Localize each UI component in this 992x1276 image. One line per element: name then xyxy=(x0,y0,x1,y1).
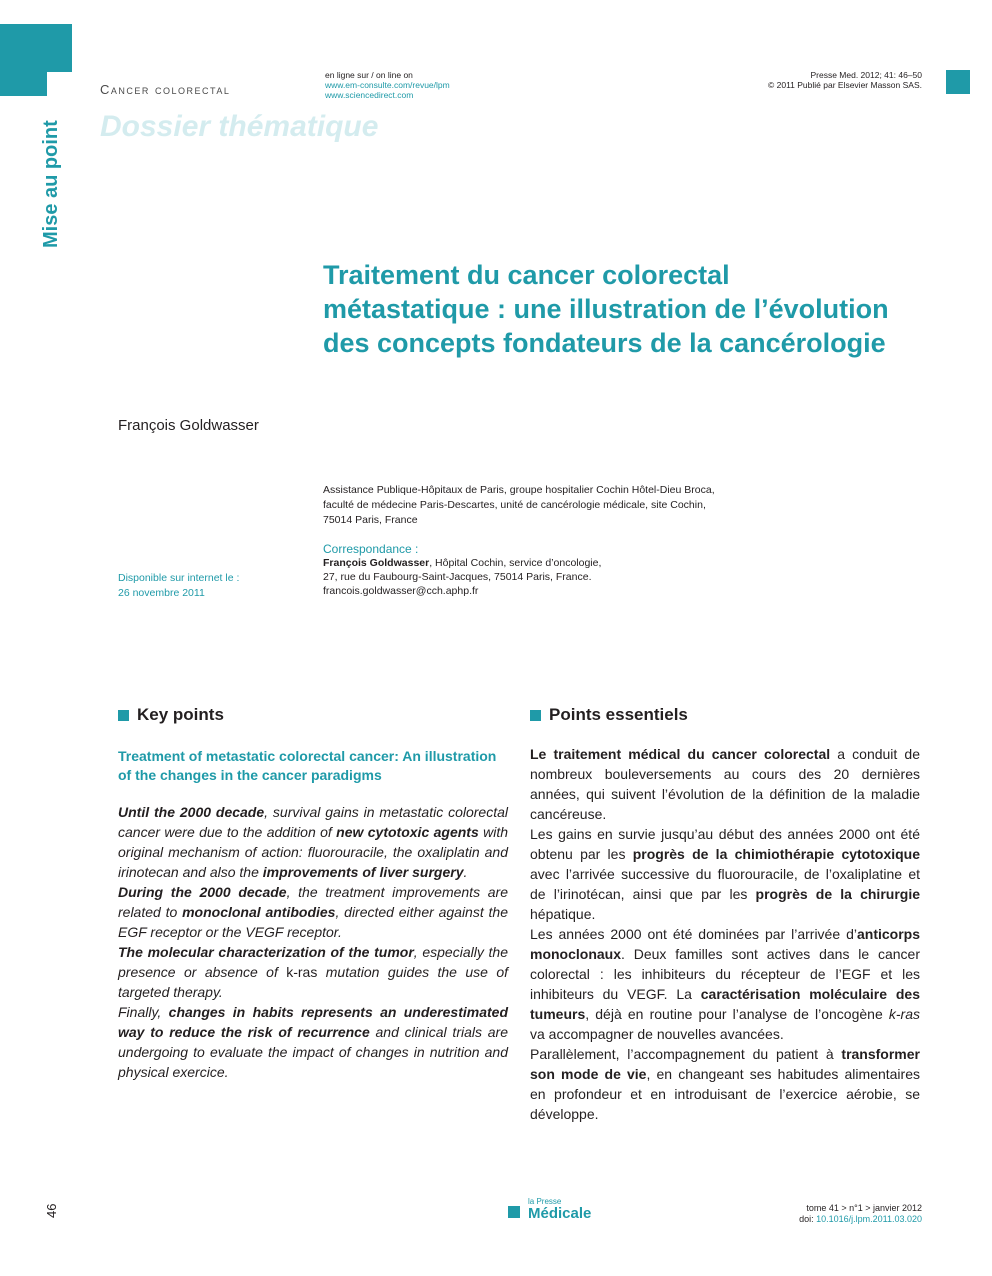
square-bullet-icon xyxy=(118,710,129,721)
correspondence xyxy=(323,542,743,598)
emphasis: progrès de la chimiothérapie cytotoxique xyxy=(632,846,921,862)
text: , directed either against the EGF receptor or the VEGF receptor. xyxy=(118,904,508,940)
essential-paragraph xyxy=(530,744,920,824)
affiliation xyxy=(323,483,743,528)
logo-square-icon xyxy=(508,1206,520,1218)
points-essentiels-heading xyxy=(530,705,688,725)
text: a conduit de nombreux bouleversements au cours des 20 dernières années, qui suivent l’évolution de la définition de la maladie cancéreuse. xyxy=(530,746,920,822)
logo-small-text: la Presse xyxy=(528,1197,562,1206)
online-url-1[interactable]: www.em-consulte.com/revue/lpm xyxy=(325,80,450,90)
author-name: François Goldwasser xyxy=(118,417,259,434)
online-url-2[interactable]: www.sciencedirect.com xyxy=(325,90,414,100)
key-point-paragraph xyxy=(118,1002,508,1082)
key-points-title: Key points xyxy=(137,705,224,724)
side-label: Mise au point xyxy=(40,120,62,248)
journal-logo xyxy=(508,1196,591,1220)
key-point-paragraph xyxy=(118,942,508,1002)
text: Les gains en survie jusqu’au début des années 2000 ont été obtenu par les xyxy=(530,826,920,862)
affiliation-line: faculté de médecine Paris-Descartes, unité de cancérologie médicale, site Cochin, xyxy=(323,499,706,511)
square-bullet-icon xyxy=(530,710,541,721)
text: , survival gains in metastatic colorectal cancer were due to the addition of xyxy=(118,804,509,840)
emphasis: caractérisation moléculaire des tumeurs xyxy=(530,986,920,1022)
text: and clinical trials are undergoing to evaluate the impact of changes in nutrition and physical exercice. xyxy=(118,1024,508,1080)
online-block xyxy=(325,70,450,100)
text: va accompagner de nouvelles avancées. xyxy=(530,1026,784,1042)
journal-reference xyxy=(768,70,922,90)
key-point-paragraph xyxy=(118,802,508,882)
points-essentiels-body xyxy=(530,744,920,1124)
logo-text xyxy=(528,1196,591,1220)
points-essentiels-title: Points essentiels xyxy=(549,705,688,724)
correspondence-name: François Goldwasser xyxy=(323,557,430,569)
availability xyxy=(118,571,239,601)
text: . xyxy=(463,864,468,880)
text: Finally, xyxy=(118,1004,169,1020)
essential-paragraph xyxy=(530,924,920,1044)
page-number: 46 xyxy=(44,1203,59,1218)
text: Parallèlement, l’accompagnement du patient à xyxy=(530,1046,842,1062)
key-points-body xyxy=(118,802,508,1082)
section-title: Cancer colorectal xyxy=(100,82,231,97)
gene-name: k-ras xyxy=(286,964,318,980)
text: , déjà en routine pour l’analyse de l’oncogène xyxy=(585,1006,889,1022)
title-line: métastatique : une illustration de l’évolution xyxy=(323,294,889,324)
availability-label: Disponible sur internet le : xyxy=(118,572,240,584)
correspondence-street: 27, rue du Faubourg-Saint-Jacques, 75014 Paris, France. xyxy=(323,571,592,583)
text: Les années 2000 ont été dominées par l’arrivée d’ xyxy=(530,926,857,942)
article-title xyxy=(323,258,933,360)
emphasis: The molecular characterization of the tumor xyxy=(118,944,414,960)
right-corner-decoration xyxy=(946,70,970,94)
text: mutation guides the use of targeted therapy. xyxy=(118,964,508,1000)
text: , especially the presence or absence of xyxy=(118,944,508,980)
emphasis: improvements of liver surgery xyxy=(262,864,464,880)
text: , the treatment improvements are related to xyxy=(118,884,508,920)
availability-date: 26 novembre 2011 xyxy=(118,587,205,599)
key-point-paragraph xyxy=(118,882,508,942)
emphasis: Until the 2000 decade xyxy=(118,804,265,820)
correspondence-line xyxy=(323,556,743,570)
key-points-subtitle: Treatment of metastatic colorectal cancer: An illustration of the changes in the cancer paradigms xyxy=(118,748,497,783)
issue-info: tome 41 > n°1 > janvier 2012 xyxy=(806,1203,922,1213)
emphasis: anticorps monoclonaux xyxy=(530,926,920,962)
text: with original mechanism of action: fluorouracile, the oxaliplatin and irinotecan and also the xyxy=(118,824,509,880)
online-label: en ligne sur / on line on xyxy=(325,70,413,80)
emphasis: monoclonal antibodies xyxy=(182,904,336,920)
essential-paragraph xyxy=(530,824,920,924)
gene-name: k-ras xyxy=(888,1006,920,1022)
correspondence-label: Correspondance : xyxy=(323,542,419,556)
doi-link[interactable]: 10.1016/j.lpm.2011.03.020 xyxy=(816,1214,922,1224)
title-line: des concepts fondateurs de la cancérologie xyxy=(323,328,886,358)
dossier-label: Dossier thématique xyxy=(100,110,379,143)
copyright: © 2011 Publié par Elsevier Masson SAS. xyxy=(768,80,922,90)
text: hépatique. xyxy=(530,906,596,922)
essential-paragraph xyxy=(530,1044,920,1124)
emphasis: transformer son mode de vie xyxy=(530,1046,920,1082)
emphasis: progrès de la chirurgie xyxy=(755,886,920,902)
affiliation-line: 75014 Paris, France xyxy=(323,514,418,526)
emphasis: Le traitement médical du cancer colorectal xyxy=(530,746,831,762)
doi-line xyxy=(799,1214,922,1225)
affiliation-line: Assistance Publique-Hôpitaux de Paris, groupe hospitalier Cochin Hôtel-Dieu Broca, xyxy=(323,484,715,496)
correspondence-address: , Hôpital Cochin, service d’oncologie, xyxy=(429,557,602,569)
correspondence-email[interactable]: francois.goldwasser@cch.aphp.fr xyxy=(323,585,479,597)
emphasis: new cytotoxic agents xyxy=(336,824,479,840)
footer-issue-info xyxy=(799,1203,922,1225)
text: avec l’arrivée successive du fluorouracile, de l’oxaliplatine et de l’irinotécan, ainsi que par les xyxy=(530,866,920,902)
journal-citation: Presse Med. 2012; 41: 46–50 xyxy=(810,70,922,80)
doi-label: doi: xyxy=(799,1214,817,1224)
text: . Deux familles sont actives dans le cancer colorectal : les inhibiteurs du récepteur de l’EGF et les inhibiteurs du VEGF. La xyxy=(530,946,920,1002)
logo-big-text: Médicale xyxy=(528,1205,592,1222)
emphasis: During the 2000 decade xyxy=(118,884,287,900)
text: , en changeant ses habitudes alimentaires en profondeur et en introduisant de l’exercice aérobie, se développe. xyxy=(530,1066,920,1122)
emphasis: changes in habits represents an underestimated way to reduce the risk of recurrence xyxy=(118,1004,508,1040)
title-line: Traitement du cancer colorectal xyxy=(323,260,730,290)
corner-notch xyxy=(47,72,72,96)
key-points-heading xyxy=(118,705,224,725)
